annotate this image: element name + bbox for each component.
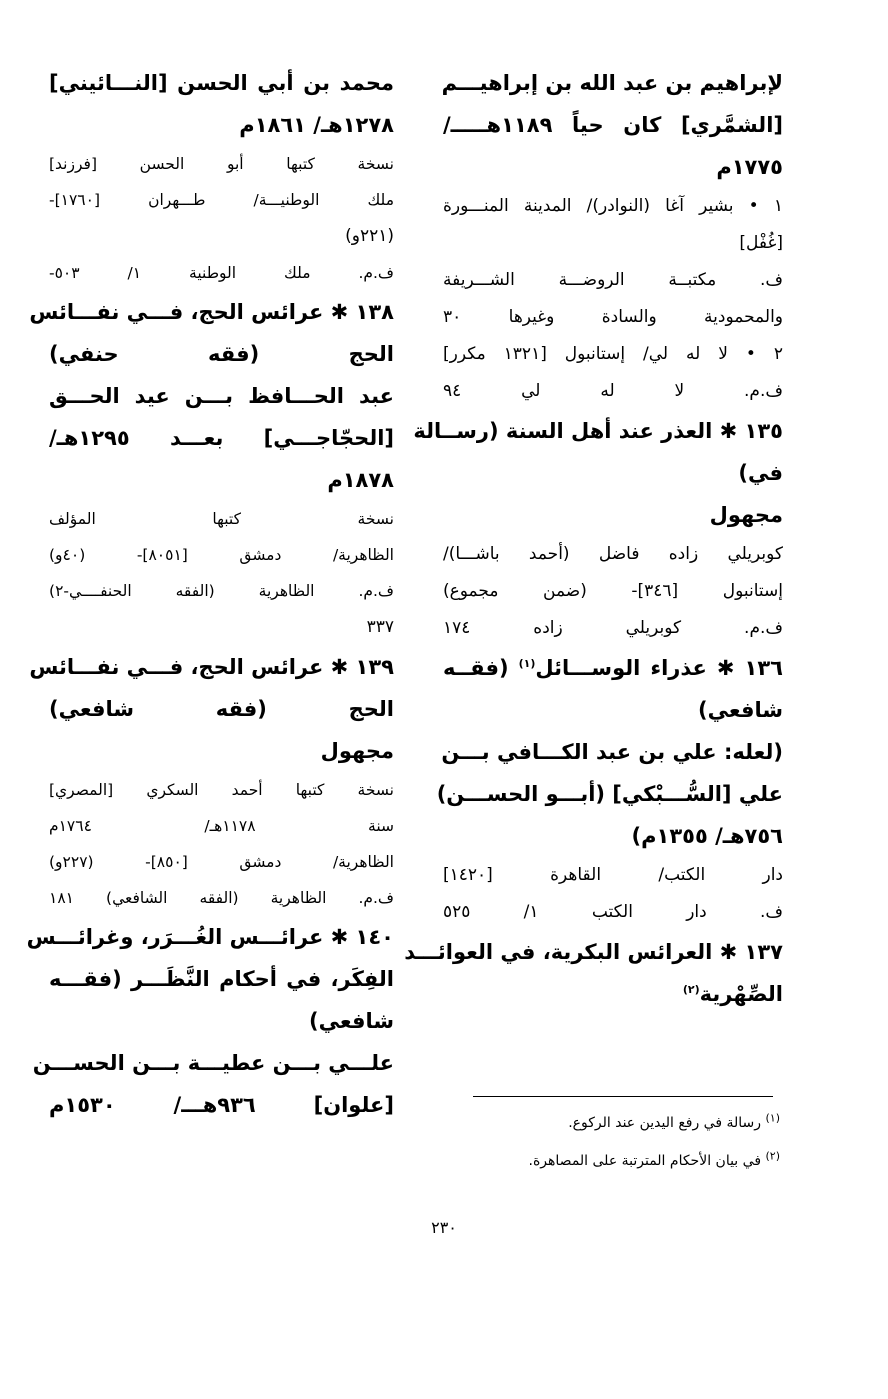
left-column-line [49, 808, 394, 844]
left-column-line [49, 609, 394, 646]
left-column-line [49, 218, 394, 255]
right-column-line-text: علي [السُّـــبْكي] (أبـــو الحســـن) [436, 782, 783, 806]
right-column-line [443, 104, 783, 146]
right-column-line-text: ١٣٧ ✱ العرائس البكرية، في العوائـــد [404, 940, 783, 964]
footnote-1-text: رسالة في رفع اليدين عند الركوع. [568, 1115, 762, 1131]
left-column-line-text: ف.م. ملك الوطنية ١/ ٥٠٣- [49, 264, 394, 282]
right-column [404, 62, 784, 1015]
page-number: ٢٣٠ [431, 1218, 457, 1237]
left-column-line [49, 688, 394, 730]
right-column-line-text: [غُفْل] [739, 233, 783, 253]
footnote-ref-marker: (٢) [682, 983, 700, 996]
right-column-line [443, 188, 783, 225]
right-column-line-text: ١٣٦ ✱ عذراء الوســـائل [535, 656, 783, 680]
right-column-line-tail: (فقــه [443, 656, 519, 680]
left-column-line [49, 573, 394, 609]
right-column-line-text: ف. دار الكتب ١/ ٥٢٥ [443, 902, 783, 922]
left-column-line-text: نسخة كتبها أبو الحسن [فرزند] [49, 155, 394, 173]
left-column-line-text: شافعي) [309, 1009, 394, 1033]
right-column-line-text: الصِّهْرية [699, 982, 783, 1006]
left-column-line [49, 255, 394, 291]
left-column-line-text: سنة ١١٧٨هـ/ ١٧٦٤م [49, 817, 394, 835]
right-column-line-text: ف.م. لا له لي ٩٤ [443, 381, 783, 401]
left-column-line [49, 501, 394, 537]
left-column-line-text: نسخة كتبها المؤلف [49, 510, 394, 528]
left-column-line [29, 646, 394, 688]
left-column [26, 62, 394, 1126]
left-column-line [49, 333, 394, 375]
right-column-line-text: ٢ • لا له لي/ إستانبول [١٣٢١ مكرر] [443, 344, 784, 364]
right-column-line-text: دار الكتب/ القاهرة [١٤٢٠] [443, 865, 783, 885]
left-column-line-text: محمد بن أبي الحسن [النـــائيني] [49, 71, 394, 95]
left-column-line [49, 146, 394, 182]
footnote-2 [380, 1150, 780, 1172]
right-column-line-text: ١٣٥ ✱ العذر عند أهل السنة (رســالة [413, 419, 783, 443]
right-column-line [443, 731, 783, 773]
right-column-line [443, 299, 783, 336]
footnote-separator [473, 1096, 773, 1097]
right-column-line-text: ف.م. كوبريلي زاده ١٧٤ [443, 618, 783, 638]
left-column-line [49, 417, 394, 459]
left-column-line [49, 459, 394, 501]
right-column-line [436, 773, 783, 815]
left-column-line [49, 844, 394, 880]
right-column-line-text: لإبراهيم بن عبد الله بن إبراهيـــم [441, 71, 783, 95]
left-column-line [49, 62, 394, 104]
right-column-line-text: ف. مكتبــة الروضـــة الشـــريفة [443, 270, 783, 290]
right-column-line-text: ١٧٧٥م [716, 155, 783, 179]
left-column-line-text: ٣٣٧ [366, 617, 394, 637]
right-column-line [443, 689, 783, 731]
left-column-line [49, 730, 394, 772]
left-column-line-text: ١٣٩ ✱ عرائس الحج، فـــي نفـــائس [29, 655, 394, 679]
left-column-line [49, 104, 394, 146]
right-column-line [443, 62, 783, 104]
right-column-line-text: ١ • بشير آغا (النوادر)/ المدينة المنـــورة [443, 196, 783, 216]
left-column-line [49, 958, 394, 1000]
right-column-line-text: والمحمودية والسادة وغيرها ٣٠ [443, 307, 783, 327]
left-column-line-text: الظاهرية/ دمشق [٨٥٠]- (٢٢٧و) [49, 853, 394, 871]
footnote-1 [380, 1112, 780, 1134]
left-column-line-text: عبد الحـــافظ بـــن عيد الحـــق [49, 384, 394, 408]
left-column-line-text: ١٨٧٨م [327, 468, 394, 492]
footnote-1-marker: (١) [765, 1111, 780, 1125]
left-column-line-text: علـــي بـــن عطيـــة بـــن الحســـن [32, 1051, 394, 1075]
right-column-line [443, 452, 783, 494]
left-column-line [49, 1000, 394, 1042]
right-column-line [443, 610, 783, 647]
right-column-line [443, 973, 783, 1015]
right-column-line [443, 336, 783, 373]
left-column-line [49, 772, 394, 808]
right-column-line-text: [الشمَّري] كان حياً ١١٨٩هـــــ/ [443, 113, 783, 137]
left-column-line [49, 1084, 394, 1126]
right-column-line [443, 647, 783, 689]
right-column-line [443, 225, 783, 262]
left-column-line [32, 1042, 394, 1084]
right-column-line [443, 146, 783, 188]
right-column-line [443, 894, 783, 931]
right-column-line [443, 573, 783, 610]
right-column-line [443, 536, 783, 573]
left-column-line-text: ١٢٧٨هـ/ ١٨٦١م [239, 113, 394, 137]
right-column-line [443, 262, 783, 299]
right-column-line-text: شافعي) [698, 698, 783, 722]
footnote-2-text: في بيان الأحكام المترتبة على المصاهرة. [528, 1153, 762, 1169]
left-column-line-text: الحج (فقه حنفي) [49, 342, 394, 366]
left-column-line [49, 880, 394, 916]
left-column-line-text: ملك الوطنيـــة/ طـــهران [١٧٦٠]- [49, 191, 394, 209]
left-column-line-text: ف.م. الظاهرية (الفقه الشافعي) ١٨١ [49, 889, 394, 907]
left-column-line-text: (٢٢١و) [345, 226, 394, 246]
right-column-line [404, 931, 783, 973]
left-column-line-text: ف.م. الظاهرية (الفقه الحنفــــي-٢) [49, 582, 394, 600]
left-column-line-text: الحج (فقه شافعي) [49, 697, 394, 721]
right-column-line-text: كوبريلي زاده فاضل (أحمد باشـــا)/ [443, 544, 783, 564]
left-column-line-text: [علوان] ٩٣٦هـــ/ ١٥٣٠م [49, 1093, 394, 1117]
right-column-line-text: (لعله: علي بن عبد الكـــافي بـــن [441, 740, 783, 764]
left-column-line-text: ١٤٠ ✱ عرائـــس الغُـــرَر، وغرائـــس [26, 925, 394, 949]
left-column-line-text: [الحجّاجـــي] بعـــد ١٢٩٥هـ/ [49, 426, 394, 450]
left-column-line-text: مجهول [320, 739, 394, 763]
right-column-line [443, 857, 783, 894]
left-column-line [26, 916, 394, 958]
left-column-line [49, 182, 394, 218]
left-column-line-text: الظاهرية/ دمشق [٨٠٥١]- (٤٠و) [49, 546, 394, 564]
left-column-line-text: الفِكَر، في أحكام النَّظَـــر (فقـــه [49, 967, 394, 991]
right-column-line [443, 815, 783, 857]
right-column-line-text: مجهول [709, 503, 783, 527]
left-column-line [49, 537, 394, 573]
left-column-line-text: ١٣٨ ✱ عرائس الحج، فـــي نفـــائس [29, 300, 394, 324]
right-column-line [443, 373, 783, 410]
right-column-line [413, 410, 783, 452]
footnote-ref-marker: (١) [518, 657, 536, 670]
left-column-line [49, 375, 394, 417]
right-column-line [443, 494, 783, 536]
right-column-line-text: إستانبول [٣٤٦]- (ضمن مجموع) [443, 581, 783, 601]
footnote-2-marker: (٢) [765, 1149, 780, 1163]
left-column-line [29, 291, 394, 333]
right-column-line-text: ٧٥٦هـ/ ١٣٥٥م) [631, 824, 783, 848]
right-column-line-text: في) [738, 461, 783, 485]
left-column-line-text: نسخة كتبها أحمد السكري [المصري] [49, 781, 394, 799]
